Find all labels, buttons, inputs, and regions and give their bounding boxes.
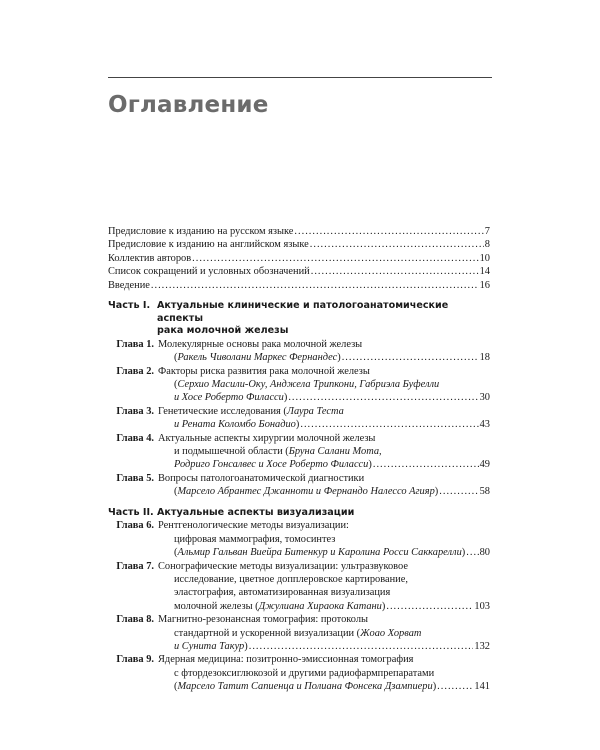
chapter-title-text: ( — [174, 352, 178, 364]
chapter-title-text: Рентгенологические методы визуализации: — [158, 520, 349, 532]
chapter-title-text: с фтордезоксиглюкозой и другими радиофармпрепаратами — [174, 667, 435, 679]
chapter-line — [158, 627, 490, 640]
chapter-body — [158, 472, 490, 499]
toc-entry[interactable] — [108, 252, 490, 265]
dot-leader — [300, 418, 478, 431]
part-title — [157, 507, 490, 520]
toc-entry-label: Введение — [108, 279, 150, 291]
dot-leader — [437, 680, 473, 693]
part-title-line: рака молочной железы — [157, 325, 289, 337]
chapter-entry[interactable] — [108, 432, 490, 472]
chapter-entry[interactable] — [108, 613, 490, 653]
chapter-title-text: молочной железы ( — [174, 600, 259, 612]
chapter-entry[interactable] — [108, 560, 490, 614]
chapter-body — [158, 613, 490, 653]
toc-entry-page: 7 — [484, 226, 490, 237]
chapter-line — [158, 378, 490, 391]
chapter-title-text: Молекулярные основы рака молочной железы — [158, 338, 363, 350]
dot-leader — [311, 265, 479, 278]
chapter-line — [158, 338, 490, 351]
toc-entry[interactable] — [108, 279, 490, 292]
chapter-title-text: Вопросы патологоанатомической диагностики — [158, 472, 365, 484]
chapter-punct: ) — [432, 681, 437, 693]
chapter-page: 141 — [474, 681, 490, 693]
chapter-line — [158, 519, 490, 532]
dot-leader — [151, 279, 479, 292]
dot-leader — [386, 600, 473, 613]
chapter-line — [158, 680, 490, 693]
toc-entry[interactable] — [108, 265, 490, 278]
dot-leader — [288, 391, 478, 404]
chapter-line — [158, 533, 490, 546]
chapter-label: Глава 3. — [116, 405, 154, 417]
chapter-line — [158, 445, 490, 458]
chapter-label: Глава 8. — [116, 614, 154, 626]
chapter-punct: ) — [283, 392, 288, 404]
chapter-authors: Серхио Масили-Оку, Анджела Трипкони, Габриэла Буфелли — [177, 379, 440, 391]
chapter-page: 43 — [479, 419, 490, 431]
chapter-punct: ) — [434, 486, 439, 498]
chapter-authors: Альмир Гальван Виейра Битенкур и Каролина Росси Саккарелли — [177, 547, 462, 559]
chapter-body — [158, 560, 490, 614]
chapter-label: Глава 1. — [116, 338, 154, 350]
chapter-authors: Марсело Абрантес Джанноти и Фернандо Налессо Агияр — [177, 486, 435, 498]
toc-entry[interactable] — [108, 225, 490, 238]
chapter-authors: Лаура Теста — [286, 405, 344, 417]
part-title-line: Актуальные аспекты визуализации — [157, 506, 355, 518]
chapter-title-text: Магнитно-резонансная томография: протоколы — [158, 614, 369, 626]
chapter-page: 80 — [479, 547, 490, 559]
chapter-authors: Родриго Гонсалвес и Хосе Роберто Филасси — [174, 459, 369, 471]
chapter-page: 132 — [474, 640, 490, 652]
dot-leader — [342, 351, 479, 364]
chapter-line — [158, 613, 490, 626]
toc-entry-label: Список сокращений и условных обозначений — [108, 266, 310, 278]
chapter-page: 30 — [479, 392, 490, 404]
chapter-title-text: цифровая маммография, томосинтез — [174, 533, 336, 545]
chapter-title-text: стандартной и ускоренной визуализации ( — [174, 627, 361, 639]
chapter-line — [158, 432, 490, 445]
chapter-line — [158, 365, 490, 378]
chapter-line — [158, 485, 490, 498]
chapter-line — [158, 640, 490, 653]
chapter-punct: ) — [381, 600, 386, 612]
dot-leader — [294, 225, 483, 238]
chapter-label: Глава 5. — [116, 472, 154, 484]
chapter-line — [158, 586, 490, 599]
chapter-authors: и Сунита Такур — [174, 640, 245, 652]
chapter-entry[interactable] — [108, 472, 490, 499]
chapter-line — [158, 667, 490, 680]
part-label: Часть II. — [108, 506, 154, 518]
chapter-page: 58 — [479, 486, 490, 498]
chapter-line — [158, 546, 490, 559]
chapter-line — [158, 391, 490, 404]
chapter-authors: Бруна Салани Мота, — [288, 446, 382, 458]
dot-leader — [373, 458, 479, 471]
chapter-entry[interactable] — [108, 653, 490, 693]
chapter-line — [158, 458, 490, 471]
chapter-body — [158, 405, 490, 432]
dot-leader — [249, 640, 474, 653]
chapter-title-text: Сонографические методы визуализации: ультразвуковое — [158, 560, 408, 572]
chapter-line — [158, 418, 490, 431]
chapter-page: 18 — [479, 352, 490, 364]
toc-entry-page: 10 — [479, 252, 490, 264]
part-label: Часть I. — [108, 300, 151, 312]
chapter-entry[interactable] — [108, 365, 490, 405]
chapter-line — [158, 600, 490, 613]
chapter-page: 103 — [474, 600, 490, 612]
toc-entry[interactable] — [108, 238, 490, 251]
chapter-authors: Джулиана Хираока Катани — [258, 600, 382, 612]
toc-entry-label: Коллектив авторов — [108, 252, 192, 264]
chapter-body — [158, 338, 490, 365]
page-title: Оглавление — [108, 92, 269, 118]
chapter-label: Глава 7. — [116, 560, 154, 572]
dot-leader — [310, 238, 484, 251]
chapter-label: Глава 2. — [116, 365, 154, 377]
chapter-line — [158, 472, 490, 485]
chapter-authors: Жоао Хорват — [360, 627, 422, 639]
chapter-title-text: Факторы риска развития рака молочной железы — [158, 365, 370, 377]
chapter-punct: ) — [461, 547, 466, 559]
chapter-line — [158, 573, 490, 586]
chapter-authors: Марсело Татит Сапиенца и Полиана Фонсека Дзампиери — [177, 681, 433, 693]
chapter-title-text: ( — [174, 681, 178, 693]
chapter-body — [158, 432, 490, 472]
part-heading[interactable] — [108, 507, 490, 520]
dot-leader — [192, 252, 478, 265]
chapter-entry[interactable] — [108, 338, 490, 365]
chapter-line — [158, 560, 490, 573]
toc-entry-page: 14 — [479, 266, 490, 278]
dot-leader — [466, 546, 478, 559]
chapter-body — [158, 519, 490, 559]
chapter-punct: ) — [244, 640, 248, 652]
chapter-punct: ) — [295, 419, 300, 431]
chapter-title-text: Ядерная медицина: позитронно-эмиссионная томография — [158, 654, 414, 666]
chapter-title-text: Генетические исследования ( — [158, 405, 287, 417]
chapter-title-text: ( — [174, 486, 178, 498]
dot-leader — [439, 485, 478, 498]
part-heading[interactable] — [108, 300, 490, 338]
chapter-body — [158, 365, 490, 405]
chapter-authors: Ракель Чиволани Маркес Фернандес — [177, 352, 338, 364]
chapter-title-text: и подмышечной области ( — [174, 446, 289, 458]
part-title-line: Актуальные клинические и патологоанатомические аспекты — [157, 300, 449, 324]
chapter-title-text: ( — [174, 379, 178, 391]
header-rule — [108, 77, 492, 78]
toc-entry-label: Предисловие к изданию на английском языке — [108, 239, 309, 251]
chapter-page: 49 — [479, 459, 490, 471]
toc-entry-page: 16 — [479, 279, 490, 291]
chapter-title-text: эластография, автоматизированная визуализация — [174, 587, 391, 599]
toc-entry-page: 8 — [484, 239, 490, 251]
table-of-contents — [108, 225, 490, 694]
chapter-line — [158, 653, 490, 666]
chapter-title-text: ( — [174, 547, 178, 559]
chapter-authors: и Рената Коломбо Бонадио — [174, 419, 296, 431]
chapter-label: Глава 6. — [116, 520, 154, 532]
part-title — [157, 300, 490, 338]
chapter-authors: и Хосе Роберто Филасси — [174, 392, 284, 404]
chapter-body — [158, 653, 490, 693]
chapter-title-text: исследование, цветное допплеровское картирование, — [174, 573, 408, 585]
chapter-punct: ) — [337, 352, 341, 364]
chapter-title-text: Актуальные аспекты хирургии молочной железы — [158, 432, 376, 444]
chapter-line — [158, 351, 490, 364]
chapter-line — [158, 405, 490, 418]
chapter-entry[interactable] — [108, 519, 490, 559]
chapter-punct: ) — [368, 459, 372, 471]
chapter-label: Глава 4. — [116, 432, 154, 444]
chapter-label: Глава 9. — [116, 654, 154, 666]
toc-entry-label: Предисловие к изданию на русском языке — [108, 226, 294, 237]
chapter-entry[interactable] — [108, 405, 490, 432]
